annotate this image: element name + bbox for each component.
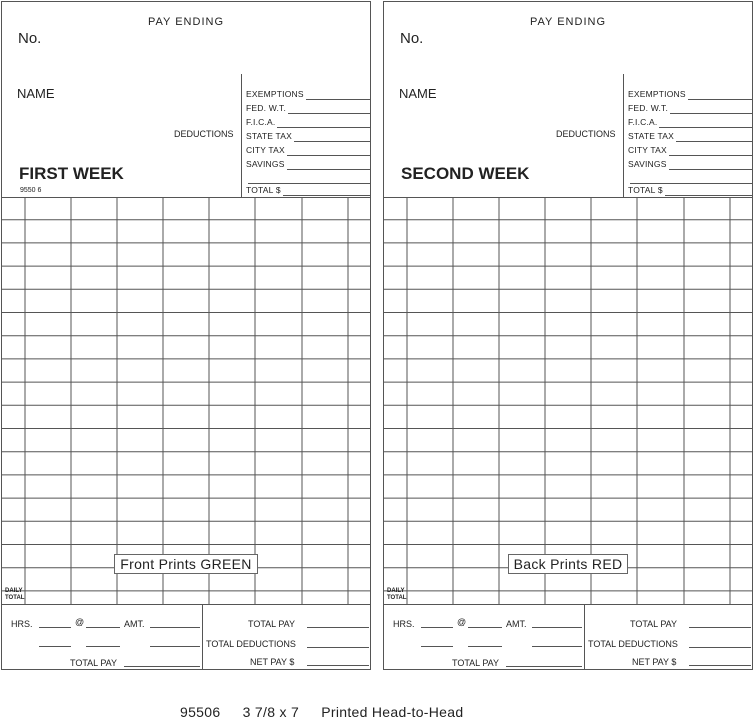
deductions-divider [623,74,624,197]
hours-grid[interactable] [2,197,370,605]
deduction-label: SAVINGS [246,159,285,169]
net-pay-field[interactable] [689,665,751,666]
deduction-row[interactable] [628,184,752,196]
deduction-label: STATE TAX [628,131,675,141]
amt-field[interactable] [532,627,582,628]
pay-ending-label: PAY ENDING [529,16,607,28]
deductions-divider [241,74,242,197]
deduction-field[interactable] [287,143,370,156]
deduction-row[interactable] [246,144,370,156]
hrs-label: HRS. [393,619,415,629]
deduction-row[interactable] [628,88,752,100]
deduction-field[interactable] [283,183,370,196]
pay-ending-label: PAY ENDING [147,16,225,28]
time-card-1 [1,1,371,670]
deduction-field[interactable] [676,129,752,142]
deduction-label: F.I.C.A. [628,117,658,127]
deduction-field[interactable] [669,143,752,156]
total-pay-left-label: TOTAL PAY [70,658,118,668]
name-label: NAME [17,86,55,101]
deduction-field[interactable] [659,115,752,128]
total-pay-right-label: TOTAL PAY [630,619,678,629]
number-label: No. [18,30,42,47]
deduction-label: SAVINGS [628,159,667,169]
print-note: Printed Head-to-Head [321,704,464,720]
week-title: FIRST WEEK [19,164,124,183]
daily-total-text: DAILY [387,588,405,594]
print-color-badge-wrap [2,556,370,574]
deduction-label: TOTAL $ [246,185,281,195]
deductions-label: DEDUCTIONS [174,129,234,139]
deduction-label: EXEMPTIONS [246,89,304,99]
amt-field-2[interactable] [532,646,582,647]
amt-field-2[interactable] [150,646,200,647]
total-pay-right-field[interactable] [689,627,751,628]
deductions-label: DEDUCTIONS [556,129,616,139]
deduction-field[interactable] [665,183,752,196]
total-pay-left-field[interactable] [124,666,200,667]
hrs-field-2[interactable] [421,646,453,647]
week-title: SECOND WEEK [401,164,530,183]
deduction-row[interactable] [246,116,370,128]
deduction-row[interactable] [628,130,752,142]
deduction-field[interactable] [287,157,370,170]
hrs-field[interactable] [421,627,453,628]
bottom-divider [584,605,585,670]
deduction-label: CITY TAX [246,145,285,155]
deduction-field[interactable] [688,87,752,100]
total-pay-right-field[interactable] [307,627,369,628]
deduction-label: FED. W.T. [246,103,287,113]
deduction-row[interactable] [246,88,370,100]
rate-at-label: @ [457,617,467,627]
rate-field-2[interactable] [86,646,120,647]
total-deductions-field[interactable] [307,647,369,648]
rate-field-2[interactable] [468,646,502,647]
total-deductions-label: TOTAL DEDUCTIONS [206,639,296,649]
deduction-label: STATE TAX [246,131,293,141]
daily-total-text: DAILY [5,588,23,594]
deduction-field[interactable] [306,87,370,100]
amt-field[interactable] [150,627,200,628]
deduction-label: CITY TAX [628,145,667,155]
deduction-label: EXEMPTIONS [628,89,686,99]
hrs-field-2[interactable] [39,646,71,647]
hrs-field[interactable] [39,627,71,628]
net-pay-label: NET PAY $ [250,657,295,667]
card-size: 3 7/8 x 7 [242,704,300,720]
deduction-field[interactable] [294,129,370,142]
amt-label: AMT. [506,619,527,629]
hours-grid[interactable] [384,197,752,605]
amt-label: AMT. [124,619,145,629]
deduction-row[interactable] [246,130,370,142]
deduction-row[interactable] [246,158,370,170]
deduction-row[interactable] [628,144,752,156]
deduction-field[interactable] [288,101,370,114]
total-pay-right-label: TOTAL PAY [248,619,296,629]
net-pay-label: NET PAY $ [632,657,677,667]
daily-total-label [387,588,406,602]
rate-field[interactable] [86,627,120,628]
form-number: 9550 6 [20,187,42,194]
deduction-row[interactable] [628,158,752,170]
total-pay-left-field[interactable] [506,666,582,667]
print-color-badge-wrap [384,556,752,574]
daily-total-text: TOTAL [387,595,407,601]
item-number: 95506 [180,704,221,720]
net-pay-field[interactable] [307,665,369,666]
deduction-field[interactable] [277,115,370,128]
deduction-row[interactable] [628,102,752,114]
daily-total-label [5,588,24,602]
rate-at-label: @ [75,617,85,627]
deduction-label: F.I.C.A. [246,117,276,127]
deduction-label: FED. W.T. [628,103,669,113]
deduction-row[interactable] [628,116,752,128]
print-color-badge: Front Prints GREEN [114,554,257,574]
daily-total-text: TOTAL [5,595,25,601]
hrs-label: HRS. [11,619,33,629]
deduction-row[interactable] [246,184,370,196]
deduction-field[interactable] [669,157,752,170]
print-color-badge: Back Prints RED [508,554,629,574]
total-deductions-field[interactable] [689,647,751,648]
deduction-field[interactable] [670,101,752,114]
deduction-label: TOTAL $ [628,185,663,195]
time-card-2 [383,1,753,670]
number-label: No. [400,30,424,47]
name-label: NAME [399,86,437,101]
deduction-row[interactable] [246,102,370,114]
rate-field[interactable] [468,627,502,628]
form-footer [180,704,481,720]
total-pay-left-label: TOTAL PAY [452,658,500,668]
bottom-divider [202,605,203,670]
total-deductions-label: TOTAL DEDUCTIONS [588,639,678,649]
